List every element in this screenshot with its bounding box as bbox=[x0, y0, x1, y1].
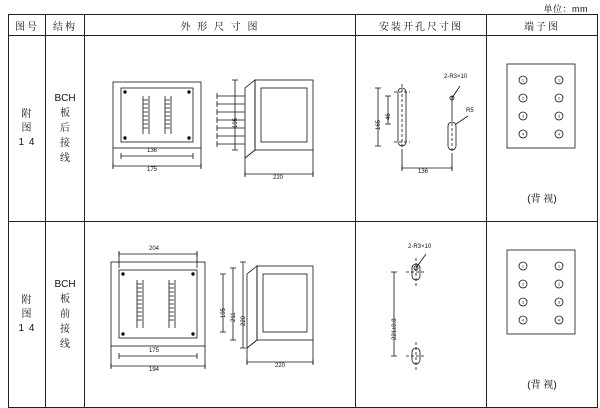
mounting-note-radius-1: R5 bbox=[466, 108, 474, 114]
terminal-svg-1 bbox=[487, 36, 595, 186]
svg-text:2: 2 bbox=[521, 281, 525, 287]
drawing-no-line-2: 图 bbox=[21, 122, 33, 134]
table-row bbox=[9, 36, 598, 222]
unit-note: 单位：mm bbox=[543, 4, 588, 14]
svg-text:3: 3 bbox=[557, 113, 561, 119]
table-header-row bbox=[9, 15, 598, 36]
cell-outline-2 bbox=[85, 222, 356, 408]
structure-line-2: 板 bbox=[60, 108, 70, 119]
terminal-caption-2: (背 视) bbox=[527, 380, 557, 391]
structure-line-2: 板 bbox=[60, 294, 70, 305]
structure-line-4: 接 bbox=[60, 324, 70, 335]
drawing-no-line-1: 附 bbox=[21, 108, 33, 120]
drawing-no-line-3: 1 4 bbox=[18, 136, 36, 148]
svg-text:3: 3 bbox=[557, 299, 561, 305]
structure-line-4: 接 bbox=[60, 138, 70, 149]
outline-dim-194: 194 bbox=[149, 367, 160, 373]
outline-dim-204: 204 bbox=[149, 246, 160, 252]
terminal-svg-2 bbox=[487, 222, 595, 372]
outline-dim-175: 175 bbox=[149, 348, 160, 354]
cell-outline-1 bbox=[85, 36, 356, 222]
svg-text:2: 2 bbox=[557, 281, 561, 287]
mounting-dim-46: 46 bbox=[386, 113, 392, 120]
dimension-table bbox=[8, 14, 598, 408]
structure-line-3: 前 bbox=[60, 309, 70, 320]
terminal-drawing-2 bbox=[487, 222, 597, 407]
terminal-drawing-1 bbox=[487, 36, 597, 221]
mounting-drawing-1 bbox=[356, 36, 486, 221]
outline-svg-2 bbox=[85, 222, 353, 405]
svg-text:2: 2 bbox=[521, 95, 525, 101]
svg-text:4: 4 bbox=[521, 317, 525, 323]
outline-svg-1 bbox=[85, 36, 353, 219]
cell-structure-1 bbox=[46, 36, 85, 222]
mounting-dim-136: 136 bbox=[418, 169, 429, 175]
outline-drawing-1 bbox=[85, 36, 355, 221]
cell-terminal-2 bbox=[487, 222, 598, 408]
outline-dim-220-v: 220 bbox=[241, 315, 247, 326]
svg-text:4: 4 bbox=[557, 131, 561, 137]
svg-text:4: 4 bbox=[557, 317, 561, 323]
mounting-drawing-2 bbox=[356, 222, 486, 407]
cell-terminal-1 bbox=[487, 36, 598, 222]
header-mounting-dims: 安装开孔尺寸图 bbox=[356, 15, 487, 36]
cell-structure-2 bbox=[46, 222, 85, 408]
outline-dim-136: 136 bbox=[147, 148, 158, 154]
cell-drawing-no-1 bbox=[9, 36, 46, 222]
header-terminal-diagram: 端子图 bbox=[487, 15, 598, 36]
structure-line-1: BCH bbox=[54, 279, 76, 290]
outline-drawing-2 bbox=[85, 222, 355, 407]
svg-text:1: 1 bbox=[557, 263, 561, 269]
cell-mounting-1 bbox=[356, 36, 487, 222]
table-row bbox=[9, 222, 598, 408]
svg-text:3: 3 bbox=[521, 299, 525, 305]
svg-text:1: 1 bbox=[557, 77, 561, 83]
header-structure: 结构 bbox=[46, 15, 85, 36]
outline-dim-220-h: 220 bbox=[275, 363, 286, 369]
mounting-dim-221: 221±0.8 bbox=[392, 318, 398, 340]
outline-dim-175: 175 bbox=[147, 167, 158, 173]
mounting-dim-165: 165 bbox=[376, 119, 382, 130]
outline-dim-211: 211 bbox=[231, 312, 237, 322]
cell-mounting-2 bbox=[356, 222, 487, 408]
svg-text:4: 4 bbox=[521, 131, 525, 137]
svg-text:2: 2 bbox=[557, 95, 561, 101]
svg-text:1: 1 bbox=[521, 263, 525, 269]
drawing-no-line-3: 1 4 bbox=[18, 322, 36, 334]
header-drawing-no: 图号 bbox=[9, 15, 46, 36]
cell-drawing-no-2 bbox=[9, 222, 46, 408]
drawing-no-line-1: 附 bbox=[21, 294, 33, 306]
outline-dim-195: 195 bbox=[233, 117, 239, 128]
structure-line-5: 线 bbox=[60, 339, 70, 350]
terminal-caption-1: (背 视) bbox=[527, 194, 557, 205]
svg-text:1: 1 bbox=[521, 77, 525, 83]
svg-text:3: 3 bbox=[521, 113, 525, 119]
structure-line-5: 线 bbox=[60, 153, 70, 164]
drawing-no-line-2: 图 bbox=[21, 308, 33, 320]
header-outline-dims: 外 形 尺 寸 图 bbox=[85, 15, 356, 36]
outline-dim-195: 195 bbox=[221, 307, 227, 318]
mounting-note-hole-1: 2-R3×10 bbox=[444, 74, 468, 80]
outline-dim-220: 220 bbox=[273, 175, 284, 181]
mounting-note-hole-2: 2-R3×10 bbox=[408, 244, 432, 250]
structure-line-1: BCH bbox=[54, 93, 76, 104]
structure-line-3: 后 bbox=[60, 123, 70, 134]
